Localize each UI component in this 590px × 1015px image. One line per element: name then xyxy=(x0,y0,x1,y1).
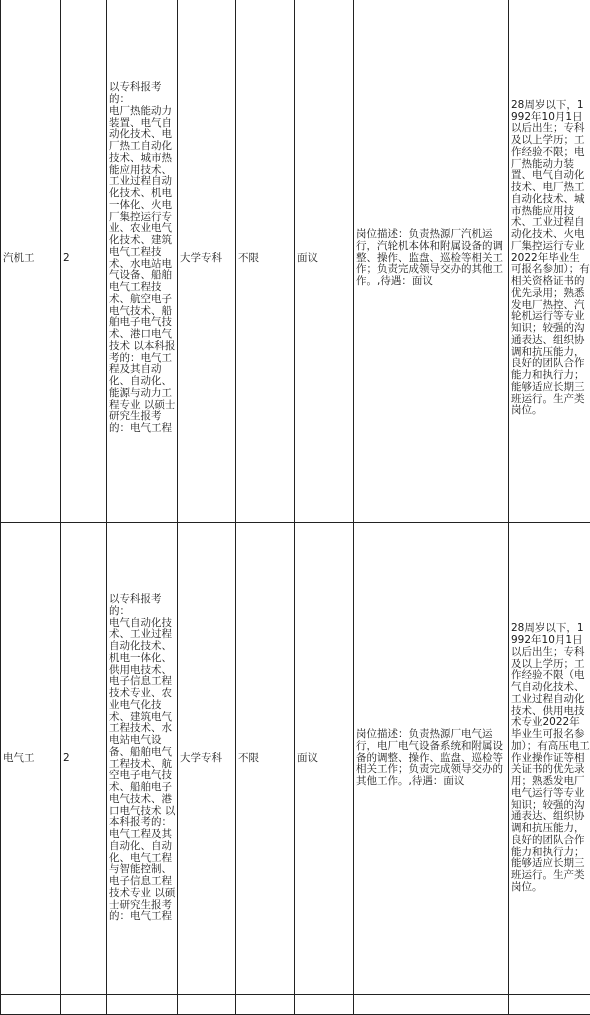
empty-cell xyxy=(178,995,236,1015)
table-row xyxy=(1,0,590,523)
table-row xyxy=(1,523,590,995)
position-cell: 汽机工 xyxy=(1,0,61,523)
description-cell: 岗位描述：负责热源厂汽机运行，汽轮机本体和附属设备的调整、操作、监盘、巡检等相关工作；负责完成领导交办的其他工作。,待遇：面议 xyxy=(354,0,509,523)
major-cell: 以专科报考的： 电厂热能动力装置、电气自动化技术、电厂热工自动化技术、城市热能应用技术、工业过程自动化技术、机电一体化、火电厂集控运行专业、农业电气化技术、建筑电气工程技术、水电站电气设备、船舶电气工程技术、航空电子电气技术、船舶电子电气技术、港口电气技术 以本科报考的：电气工程及其自动化、自动化、能源与动力工程专业 以硕士研究生报考的：电气工程 xyxy=(107,0,178,523)
empty-cell xyxy=(1,995,61,1015)
table-row-partial xyxy=(1,995,590,1015)
major-cell: 以专科报考的： 电气自动化技术、工业过程自动化技术、机电一体化、供用电技术、电子信息工程技术专业、农业电气化技术、建筑电气工程技术、水电站电气设备、船舶电气工程技术、航空电子电气技术、船舶电子电气技术、港口电气技术 以本科报考的：电气工程及其自动化、自动化、电气工程与智能控制、电子信息工程技术专业 以硕士研究生报考的：电气工程 xyxy=(107,523,178,995)
exam-cell: 面议 xyxy=(295,523,354,995)
empty-cell xyxy=(509,995,590,1015)
degree-cell: 不限 xyxy=(236,523,295,995)
empty-cell xyxy=(354,995,509,1015)
count-cell: 2 xyxy=(61,0,107,523)
position-cell: 电气工 xyxy=(1,523,61,995)
requirements-cell: 28周岁以下，1992年10月1日以后出生；专科及以上学历；工作经验不限；电厂热能动力装置、电气自动化技术、电厂热工自动化技术、城市热能应用技术、工业过程自动化技术、火电厂集控运行专业2022年毕业生可报名参加）；有相关资格证书的优先录用；熟悉发电厂热控、汽轮机运行等专业知识；较强的沟通表达、组织协调和抗压能力，良好的团队合作能力和执行力；能够适应长期三班运行。生产类岗位。 xyxy=(509,0,590,523)
requirements-cell: 28周岁以下，1992年10月1日以后出生；专科及以上学历；工作经验不限（电气自动化技术、工业过程自动化技术、供用电技术专业2022年毕业生可报名参加）；有高压电工作业操作证等相关证书的优先录用；熟悉发电厂电气运行等专业知识；较强的沟通表达、组织协调和抗压能力，良好的团队合作能力和执行力；能够适应长期三班运行。生产类岗位。 xyxy=(509,523,590,995)
empty-cell xyxy=(295,995,354,1015)
empty-cell xyxy=(236,995,295,1015)
degree-cell: 不限 xyxy=(236,0,295,523)
empty-cell xyxy=(61,995,107,1015)
count-cell: 2 xyxy=(61,523,107,995)
description-cell: 岗位描述：负责热源厂电气运行，电厂电气设备系统和附属设备的调整、操作、监盘、巡检等相关工作；负责完成领导交办的其他工作。,待遇：面议 xyxy=(354,523,509,995)
education-cell: 大学专科 xyxy=(178,523,236,995)
exam-cell: 面议 xyxy=(295,0,354,523)
education-cell: 大学专科 xyxy=(178,0,236,523)
empty-cell xyxy=(107,995,178,1015)
